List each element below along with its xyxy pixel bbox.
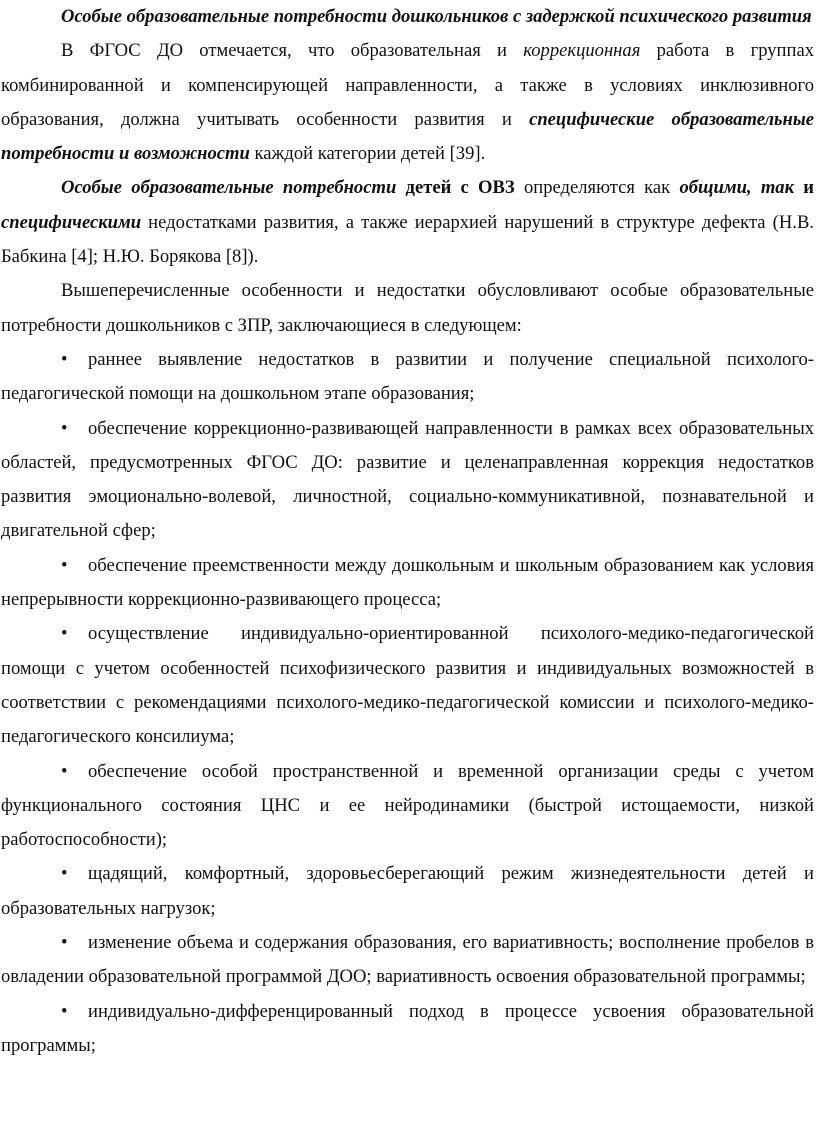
list-item [1, 412, 814, 549]
list-item [1, 549, 814, 618]
para1-emphasis-needs: специфические образовательные потребности и возможности [1, 108, 815, 165]
para2-bold-ovz: детей с ОВЗ [396, 177, 515, 199]
paragraph-summary [1, 274, 814, 343]
para2-bold-and: и [794, 177, 814, 199]
section-heading [1, 0, 814, 34]
list-item-text: раннее выявление недостатков в развитии и получение специальной психолого-педагогической помощи на дошкольном этапе образования; [1, 348, 814, 405]
list-item-text: обеспечение преемственности между дошкольным и школьным образованием как условия непрерывности коррекционно-развивающего процесса; [1, 554, 814, 611]
para1-italic-correctional: коррекционная [523, 40, 641, 62]
list-item-text: осуществление индивидуально-ориентированной психолого-медико-педагогической помощи с учетом особенностей психофизического развития и индивидуальных возможностей в соответствии с рекомендациями психолого-медико-педагогической комиссии и психолого-медико-педагогического консилиума; [1, 623, 814, 748]
para2-emphasis-specific: специфическими [1, 211, 142, 233]
heading-title: Особые образовательные потребности дошкольников с задержкой психического развития [61, 6, 812, 27]
list-item-text: индивидуально-дифференцированный подход в процессе усвоения образовательной программы; [1, 1000, 814, 1056]
bullet-icon: • [61, 554, 68, 576]
list-item-text: щадящий, комфортный, здоровьесберегающий режим жизнедеятельности детей и образовательных нагрузок; [1, 863, 814, 919]
list-item-text: обеспечение особой пространственной и временной организации среды с учетом функционального состояния ЦНС и ее нейродинамики (быстрой истощаемости, низкой работоспособности); [1, 760, 814, 851]
bullet-icon: • [61, 348, 68, 370]
bullet-icon: • [61, 1000, 68, 1022]
bullet-icon: • [61, 417, 68, 439]
list-item [1, 926, 814, 995]
para1-text-1: В ФГОС ДО отмечается, что образовательная и [61, 40, 524, 62]
bullet-icon: • [61, 863, 68, 885]
para1-text-5: каждой категории детей [39]. [249, 143, 486, 165]
paragraph-fgos [1, 34, 814, 171]
bullet-icon: • [61, 932, 68, 954]
list-item [1, 995, 814, 1064]
para2-emphasis-general: общими, так [679, 177, 795, 199]
para2-text-7: недостатками развития, а также иерархией нарушений в структуре дефекта (Н.В. Бабкина [4]; Н.Ю. Борякова [8]). [1, 211, 814, 268]
bullet-icon: • [61, 623, 68, 645]
para3-text: Вышеперечисленные особенности и недостатки обусловливают особые образовательные потребности дошкольников с ЗПР, заключающиеся в следующем: [1, 280, 814, 336]
list-item [1, 343, 814, 412]
paragraph-special-needs [1, 171, 814, 274]
list-item [1, 755, 814, 858]
list-item-text: изменение объема и содержания образования, его вариативность; восполнение пробелов в овладении образовательной программой ДОО; вариативность освоения образовательной программы; [1, 932, 814, 988]
para1-text-3: работа в группах комбинированной и компенсирующей направленности, а также в условиях инклюзивного образования, должна учитывать особенности развития и [1, 40, 814, 130]
list-item [1, 857, 814, 926]
list-item-text: обеспечение коррекционно-развивающей направленности в рамках всех образовательных областей, предусмотренных ФГОС ДО: развитие и целенаправленная коррекция недостатков развития эмоционально-волевой, личностной, социально-коммуникативной, познавательной и двигательной сфер; [1, 417, 814, 542]
para2-text-3: определяются как [514, 177, 680, 199]
list-item [1, 617, 814, 754]
para2-emphasis-needs: Особые образовательные потребности [61, 177, 397, 199]
bullet-icon: • [61, 760, 68, 782]
